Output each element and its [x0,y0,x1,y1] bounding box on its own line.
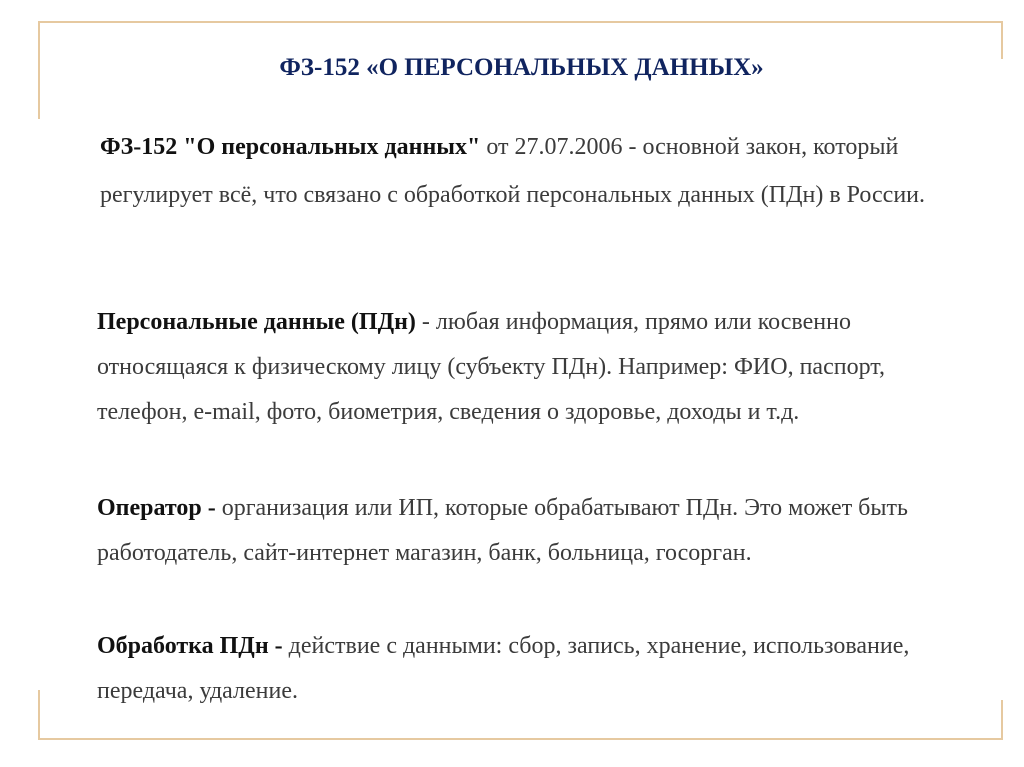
paragraph-law [100,123,960,219]
paragraph-term: Персональные данные (ПДн) [97,309,416,335]
paragraph-term: Оператор - [97,495,216,521]
paragraph-text: от 27.07.2006 - основной закон, который регулирует всё, что связано с обработкой персональных данных (ПДн) в России. [100,134,925,208]
frame-left-bottom-line [38,690,40,740]
paragraph-term: Обработка ПДн - [97,633,283,659]
paragraph-processing [97,624,957,714]
paragraph-personal-data [97,300,957,435]
paragraph-text: - любая информация, прямо или косвенно относящаяся к физическому лицу (субъекту ПДн). Например: ФИО, паспорт, телефон, e-mail, фото, биометрия, сведения о здоровье, доходы и т.д. [97,309,885,425]
paragraph-term: ФЗ-152 "О персональных данных" [100,134,481,160]
paragraph-text: организация или ИП, которые обрабатывают ПДн. Это может быть работодатель, сайт-интернет магазин, банк, больница, госорган. [97,495,908,566]
frame-right-bottom-line [1001,700,1003,740]
slide-title: ФЗ-152 «О ПЕРСОНАЛЬНЫХ ДАННЫХ» [279,54,764,81]
paragraph-operator [97,486,957,576]
frame-top-line [38,21,1003,23]
frame-bottom-line [38,738,1003,740]
paragraph-text: действие с данными: сбор, запись, хранение, использование, передача, удаление. [97,633,910,704]
